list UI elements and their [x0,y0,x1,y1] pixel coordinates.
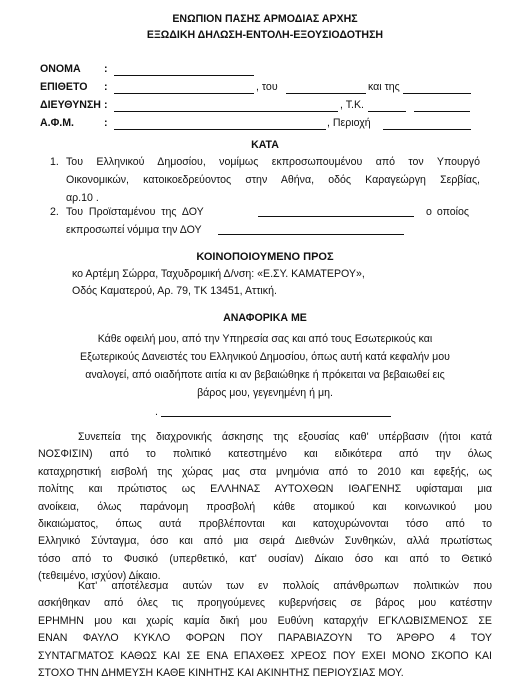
mother-name-label: και της [368,81,400,93]
address-field[interactable] [114,111,338,112]
afm-colon: : [104,117,108,129]
surname-label: ΕΠΙΘΕΤΟ [40,81,88,93]
name-colon: : [104,63,108,75]
anaforika-line1: Κάθε οφειλή μου, από την Υπηρεσία σας και από τους Εσωτερικούς και [97,333,433,345]
separator-dot: . [155,406,158,418]
city-field[interactable] [414,111,470,112]
kata-item1-line2: Οικονομικών, κατοικοεδρεύοντος στην Αθήνα, οδός Καραγεώργη Σερβίας, [66,174,480,186]
recipient-line2: Οδός Καματερού, Αρ. 79, ΤΚ 13451, Αττική. [72,285,277,297]
body-line: (τεθειμένο, ισχύον) Δίκαιο. [38,570,161,583]
body-line: ΣΤΟΧΟ ΤΗΝ ΔΗΜΕΥΣΗ ΚΑΘΕ ΚΙΝΗΤΗΣ ΚΑΙ ΑΚΙΝΗΤΗΣ ΠΕΡΙΟΥΣΙΑΣ ΜΟΥ. [38,667,404,679]
region-field[interactable] [383,129,471,130]
kata-item1-line3: αρ.10 . [66,192,99,204]
separator-line [161,416,391,417]
body-line: τόσο από το Φυσικό (υπερθετικό, κατ' ουσίαν) Δίκαιο όσο και από το Θετικό [38,552,492,565]
body-line: Συνεπεία της διαχρονικής άσκησης της εξουσίας καθ' υπέρβασιν (ήτοι κατά [78,431,492,443]
kata-heading: ΚΑΤΑ [251,139,279,151]
anaforika-heading: ΑΝΑΦΟΡΙΚΑ ΜΕ [223,312,307,324]
mother-name-field[interactable] [403,93,471,94]
body-line: ασκήθηκαν από όλες τις προηγούμενες κυβερνήσεις σε βάρος μου κατέστην [38,597,492,610]
body-line: Κατ' αποτέλεσμα αυτών των εν πολλοίς απάνθρωπων πολιτικών που [78,580,492,592]
region-label: , Περιοχή [327,117,371,129]
doy-represented-field[interactable] [218,234,404,235]
body-line: Ελληνικό Σύνταγμα, όσο και από μια σειρά Διεθνών Συνθηκών, αλλά πρωτίστως [38,535,492,548]
body-line: καταχρηστική εισβολή της χώρας μας στα μνημόνια από το 2010 και εφεξής, ως [38,465,492,478]
kata-item1-line1: Του Ελληνικού Δημοσίου, νομίμως εκπροσωπουμένου από τον Υπουργό [66,156,480,168]
document-title: ΕΝΩΠΙΟΝ ΠΑΣΗΣ ΑΡΜΟΔΙΑΣ ΑΡΧΗΣ [172,13,358,25]
kata-item1-number: 1. [50,156,59,168]
body-line: ΣΥΝΤΑΓΜΑΤΟΣ ΚΑΘΩΣ ΚΑΙ ΣΕ ΕΝΑ ΕΠΑΧΘΕΣ ΧΡΕΟΣ ΠΟΥ ΕΧΕΙ ΜΟΝΟ ΣΚΟΠΟ ΚΑΙ [38,649,492,662]
afm-label: Α.Φ.Μ. [40,117,75,129]
koinopoioumeno-heading: ΚΟΙΝΟΠΟΙΟΥΜΕΝΟ ΠΡΟΣ [196,251,334,263]
surname-field[interactable] [114,93,254,94]
father-name-field[interactable] [286,93,366,94]
body-line: δικαιώματος, όπως αυτά προβλέπονται και κατοχυρώνονται τόσο από το [38,518,492,530]
postal-code-field[interactable] [368,111,406,112]
kata-item2-line1-end: ο οποίος [426,206,469,218]
kata-item2-line2: εκπροσωπεί νόμιμα την ΔΟΥ [66,224,202,236]
father-name-label: , του [256,81,278,93]
anaforika-line4: βάρος μου, γεγενημένη ή μη. [197,387,333,399]
address-colon: : [104,99,108,111]
address-label: ΔΙΕΥΘΥΝΣΗ [40,99,101,111]
name-label: ΟΝΟΜΑ [40,63,81,75]
name-field[interactable] [114,75,254,76]
postal-code-label: , Τ.Κ. [340,99,364,111]
anaforika-line3: αναλογεί, από οιαδήποτε αιτία κι αν βεβαιώθηκε ή πρόκειται να βεβαιωθεί εις [85,369,445,381]
recipient-line1: κο Αρτέμη Σώρρα, Ταχυδρομική Δ/νση: «Ε.ΣΥ. ΚΑΜΑΤΕΡΟΥ», [72,268,365,280]
document-subtitle: ΕΞΩΔΙΚΗ ΔΗΛΩΣΗ-ΕΝΤΟΛΗ-ΕΞΟΥΣΙΟΔΟΤΗΣΗ [146,29,384,41]
body-line: ΕΝΑΝ ΦΑΥΛΟ ΚΥΚΛΟ ΦΟΡΩΝ ΠΟΥ ΠΑΡΑΒΙΑΖΟΥΝ ΤΟ ΆΡΘΡΟ 4 ΤΟΥ [38,632,492,645]
body-line: ανοίκεια, όλως παράνομη προσβολή κάθε ατομικού και κοινωνικού μου [38,500,492,513]
body-line: ΝΟΣΦΙΣΙΝ) από το πολιτικό κατεστημένο και ειδικότερα από την όλως [38,448,492,461]
body-line: ΕΡΗΜΗΝ μου και χωρίς καμία δική μου Ευθύνη καταρχήν ΕΓΚΛΩΒΙΣΜΕΝΟΣ ΣΕ [38,614,492,627]
anaforika-line2: Εξωτερικούς Δανειστές του Ελληνικού Δημοσίου, όπως αυτή κατά κεφαλήν μου [80,351,450,363]
afm-field[interactable] [114,129,326,130]
doy-name-field[interactable] [258,216,414,217]
kata-item2-number: 2. [50,206,59,218]
body-line: πολίτης και πρώτιστος ως ΕΛΛΗΝΑΣ ΑΥΤΟΧΘΩΝ ΙΘΑΓΕΝΗΣ υφίσταμαι μια [38,483,492,496]
surname-colon: : [104,81,108,93]
kata-item2-line1: Του Προϊσταμένου της ΔΟΥ [66,206,204,218]
